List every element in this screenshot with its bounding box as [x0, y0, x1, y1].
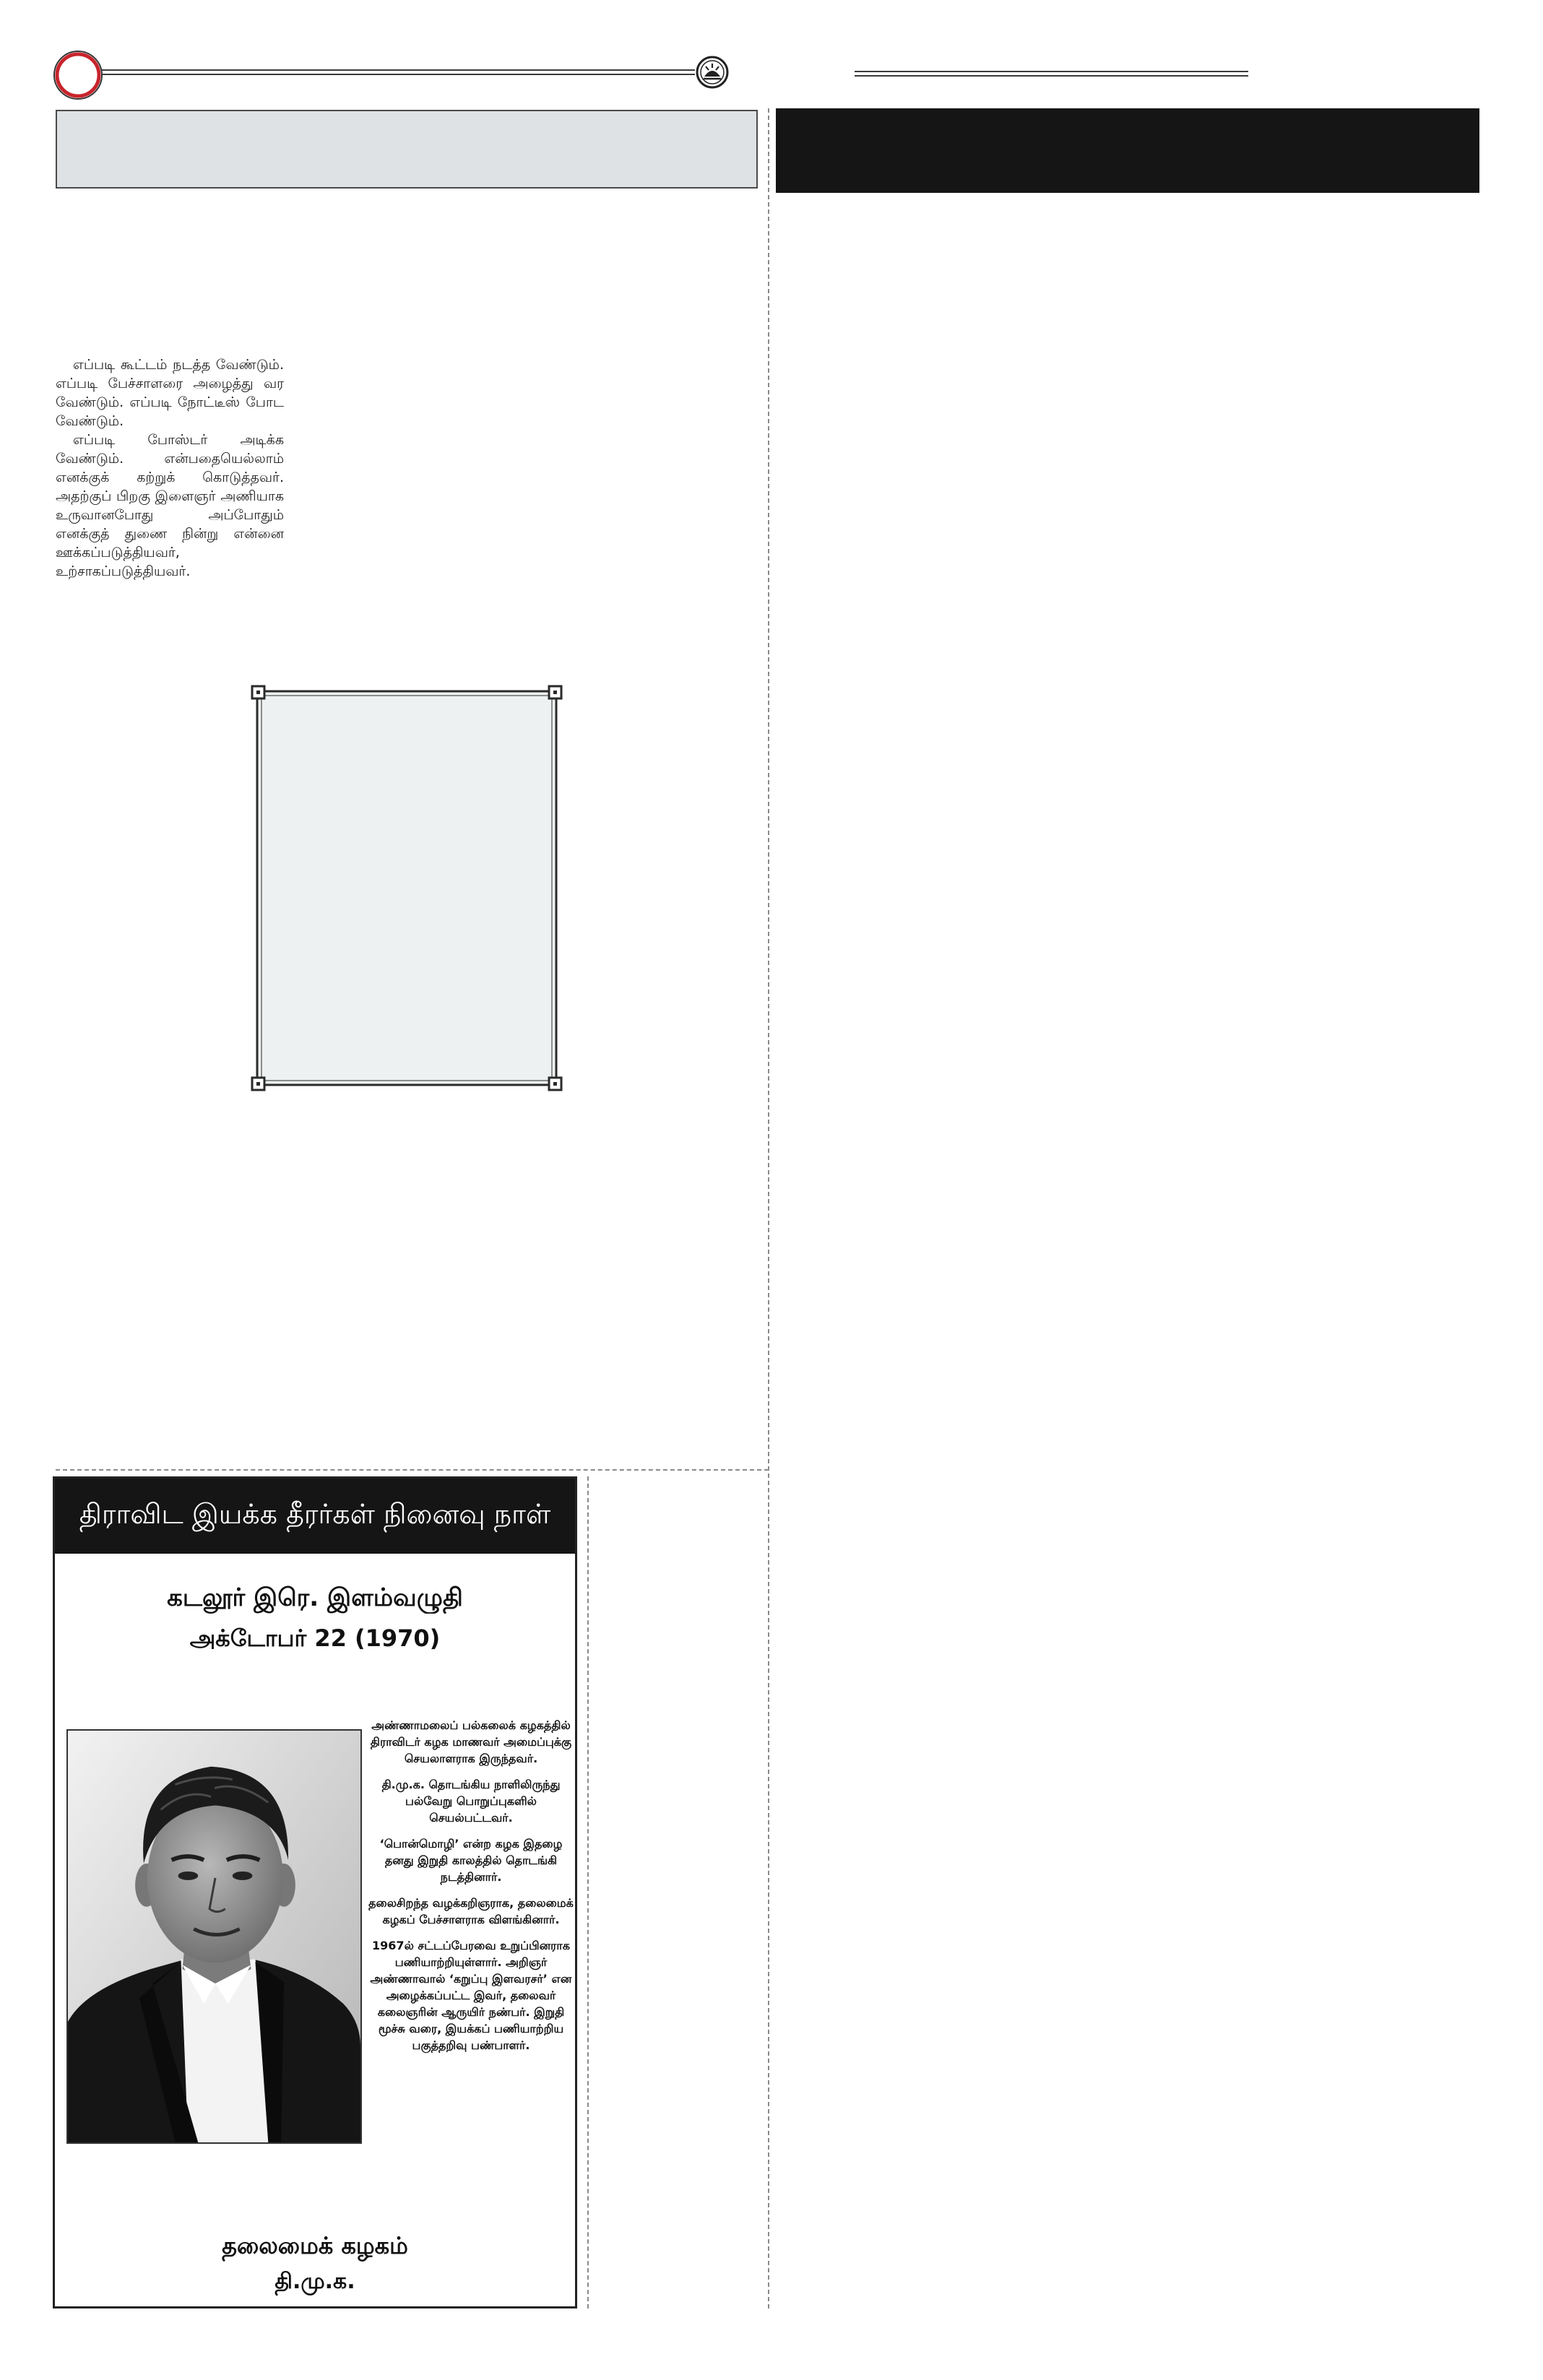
section-divider [56, 1469, 769, 1471]
biography-paragraph: தி.மு.க. தொடங்கிய நாளிலிருந்து பல்வேறு பொறுப்புகளில் செயல்பட்டவர். [381, 1778, 561, 1825]
header-rule-left [102, 69, 695, 75]
column-divider [768, 108, 769, 2308]
memorial-person-name: கடலூர் இரெ. இளம்வழுதி [167, 1583, 463, 1612]
article-paragraph: எப்படி கூட்டம் நடத்த வேண்டும். எப்படி பேச்சாளரை அழைத்து வர வேண்டும். எப்படி நோட்டீஸ் போட வேண்டும். [56, 357, 284, 429]
biography-paragraph: அண்ணாமலைப் பல்கலைக் கழகத்தில் திராவிடர் கழக மாணவர் அமைப்புக்கு செயலாளராக இருந்தவர். [370, 1718, 572, 1765]
biography-paragraph: 1967ல் சட்டப்பேரவை உறுப்பினராக பணியாற்றியுள்ளார். அறிஞர் அண்ணாவால் ‘கறுப்பு இளவரசர்’ என அழைக்கப்பட்ட இவர், தலைவர் கலைஞரின் ஆருயிர் நண்பர். இறுதி மூச்சு வரை, இயக்கப் பணியாற்றிய பகுத்தறிவு பண்பாளர். [370, 1939, 572, 2052]
ad-column-divider [587, 1476, 589, 2308]
memorial-date: அக்டோபர் 22 (1970) [189, 1624, 441, 1652]
emblem-icon [695, 55, 730, 90]
biography-paragraph: ‘பொன்மொழி’ என்ற கழக இதழை தனது இறுதி காலத்தில் தொடங்கி நடத்தினார். [379, 1837, 563, 1884]
memorial-advertisement [53, 1476, 577, 2308]
ornamental-photo-frame [250, 684, 563, 1092]
header-rule-right [855, 71, 1248, 77]
article-paragraph: எப்படி போஸ்டர் அடிக்க வேண்டும். என்பதையெல்லாம் எனக்குக் கற்றுக் கொடுத்தவர். அதற்குப் பிறகு இளைஞர் அணியாக உருவானபோது அப்போதும் எனக்குத் துணை நின்று என்னை ஊக்கப்படுத்தியவர், உற்சாகப்படுத்தியவர். [56, 432, 284, 579]
memorial-sponsor-line1: தலைமைக் கழகம் [222, 2232, 408, 2259]
headline-panel [56, 110, 758, 189]
circle-marker-icon [53, 50, 103, 100]
dark-headline-panel [776, 108, 1479, 193]
memorial-biography [367, 1717, 575, 2063]
article-text [56, 355, 284, 581]
portrait-photo [66, 1729, 362, 2144]
memorial-sponsor-line2: தி.மு.க. [275, 2269, 355, 2294]
memorial-banner: திராவிட இயக்க தீரர்கள் நினைவு நாள் [55, 1479, 575, 1554]
biography-paragraph: தலைசிறந்த வழக்கறிஞராக, தலைமைக் கழகப் பேச்சாளராக விளங்கினார். [368, 1896, 574, 1926]
